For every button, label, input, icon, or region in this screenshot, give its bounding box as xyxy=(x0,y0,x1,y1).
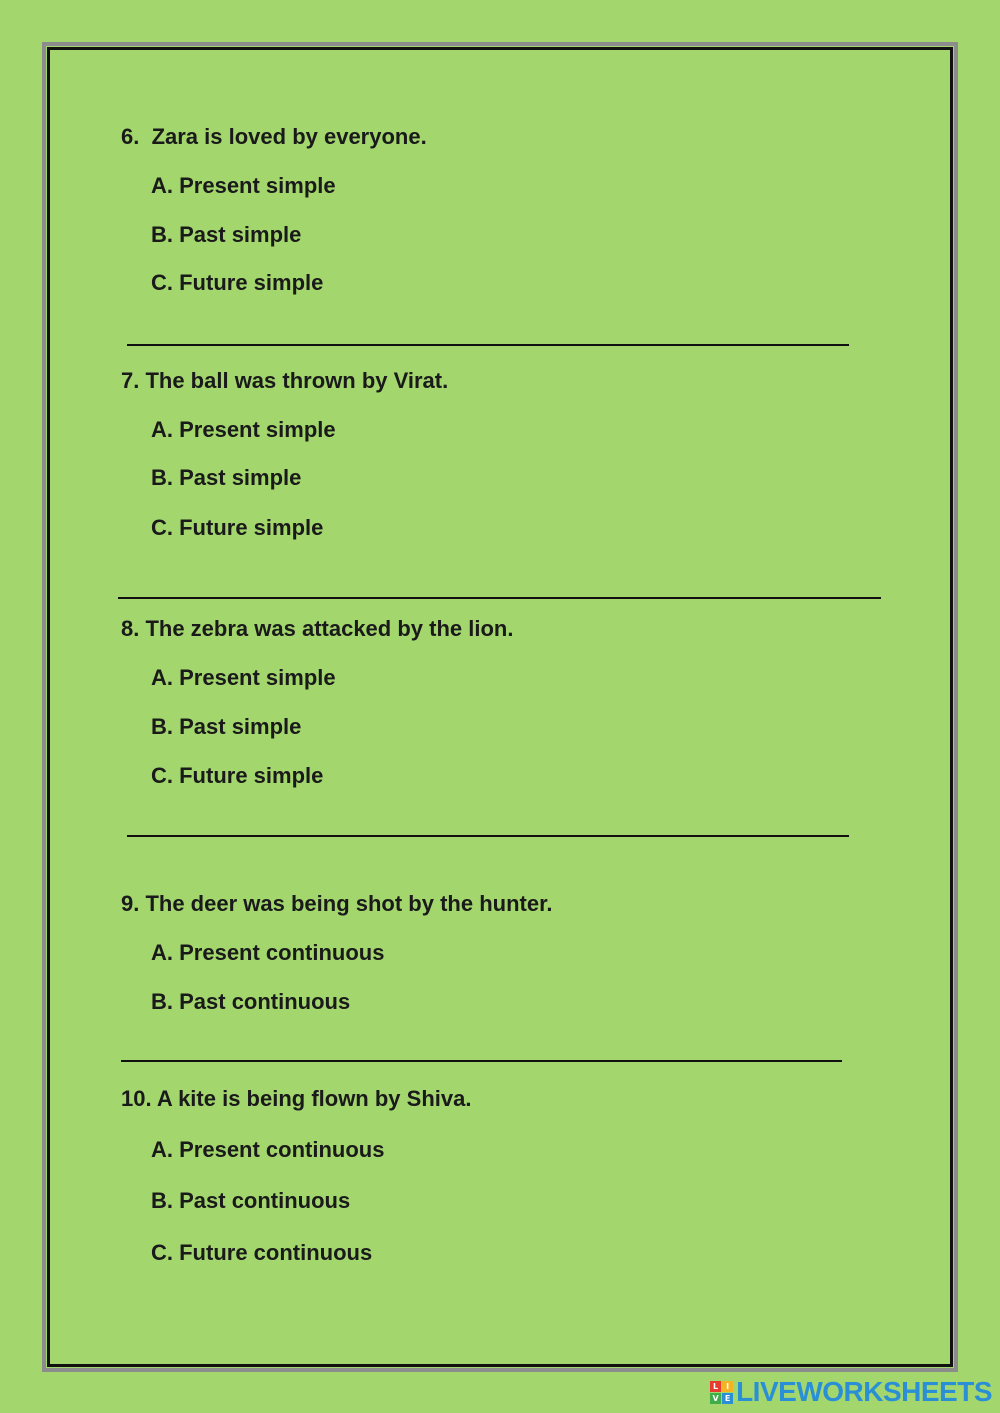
divider-line xyxy=(127,835,849,837)
question-7-option-c[interactable]: C. Future simple xyxy=(151,515,324,540)
question-8-option-b[interactable]: B. Past simple xyxy=(151,714,302,739)
question-10-option-a[interactable]: A. Present continuous xyxy=(151,1137,385,1162)
question-6-option-a[interactable]: A. Present simple xyxy=(151,173,336,198)
question-7-option-a[interactable]: A. Present simple xyxy=(151,417,336,442)
question-7-option-b[interactable]: B. Past simple xyxy=(151,465,302,490)
question-9-option-b[interactable]: B. Past continuous xyxy=(151,989,351,1014)
question-6: 6. Zara is loved by everyone. xyxy=(121,124,427,149)
question-10-option-c[interactable]: C. Future continuous xyxy=(151,1240,373,1265)
question-9-option-a[interactable]: A. Present continuous xyxy=(151,940,385,965)
question-8-option-c[interactable]: C. Future simple xyxy=(151,763,324,788)
logo-text: LIVEWORKSHEETS xyxy=(736,1376,992,1407)
question-7: 7. The ball was thrown by Virat. xyxy=(121,368,449,393)
logo-mark-l: L xyxy=(710,1381,721,1392)
logo-mark-icon xyxy=(710,1381,733,1404)
liveworksheets-logo xyxy=(710,1377,992,1407)
divider-line xyxy=(127,344,849,346)
question-10: 10. A kite is being flown by Shiva. xyxy=(121,1086,472,1111)
question-6-option-c[interactable]: C. Future simple xyxy=(151,270,324,295)
question-8: 8. The zebra was attacked by the lion. xyxy=(121,616,514,641)
question-6-option-b[interactable]: B. Past simple xyxy=(151,222,302,247)
divider-line xyxy=(118,597,881,599)
question-8-option-a[interactable]: A. Present simple xyxy=(151,665,336,690)
logo-mark-e: E xyxy=(722,1393,733,1404)
logo-mark-v: V xyxy=(710,1393,721,1404)
logo-mark-i: I xyxy=(722,1381,733,1392)
question-9: 9. The deer was being shot by the hunter. xyxy=(121,891,553,916)
question-10-option-b[interactable]: B. Past continuous xyxy=(151,1188,351,1213)
divider-line xyxy=(121,1060,842,1062)
